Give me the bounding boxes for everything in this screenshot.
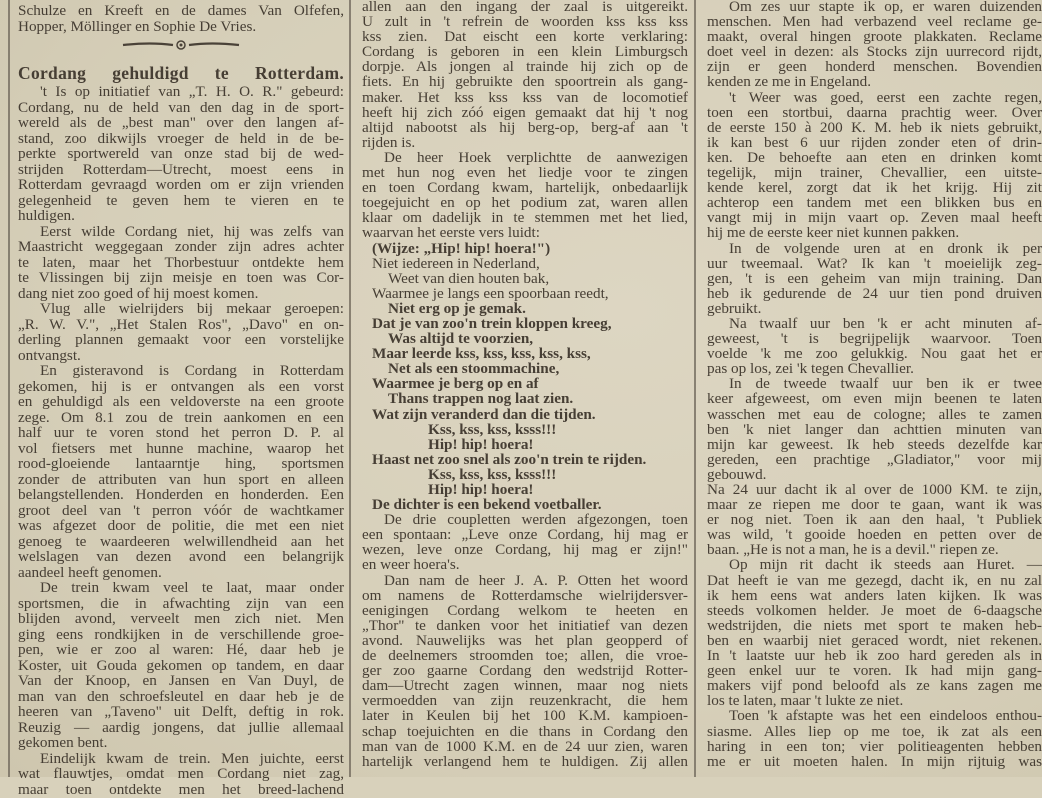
text-line: doet veel in dezen: als Stocks zijn uurrecord rijdt, (707, 43, 1042, 61)
text-line: Eerst wilde Cordang niet, hij was zelfs van (40, 222, 344, 240)
text-line: zijn er geen honderd menschen. Bovendien (707, 58, 1042, 76)
text-line: Koster, uit Gouda gekomen op tandem, en daar (18, 656, 344, 674)
text-line: wasschen met eau de cologne; alles te zamen (707, 405, 1042, 423)
text-line: „Thor" te danken voor het initiatief van dezen (362, 616, 688, 634)
text-line: en gehuldigd als een veldoverste na een groote (18, 393, 344, 410)
text-line: Eindelijk kwam de trein. Men juichte, eerst (40, 749, 344, 767)
text-line: De trein kwam veel te laat, maar onder (40, 579, 344, 596)
text-line: allen aan den ingang der zaal is uitgereikt. (362, 0, 688, 15)
paragraph (362, 150, 688, 241)
lyric-line: Dat je van zoo'n trein kloppen kreeg, (372, 314, 612, 332)
text-line: later in Keulen bij het 100 K.M. kampioen- (362, 707, 688, 725)
text-line: dam—Utrecht zagen winnen, maar nog niets (362, 677, 688, 695)
text-line: blijden avond, verveelt men zich niet. Men (18, 610, 344, 627)
text-line: In de tweede twaalf uur ben ik er twee (729, 375, 1042, 393)
lyric-line: Waarmee je langs een spoorbaan reedt, (372, 284, 609, 302)
text-line: gebruikt. (707, 299, 762, 317)
paragraph (707, 557, 1042, 708)
text-line: maakt, overal hingen groote plakkaten. Reclame (707, 28, 1042, 46)
text-line: U zult in 't refrein de woorden kss kss kss (362, 13, 688, 31)
lyric-line: Waarmee je berg op en af (372, 375, 539, 393)
text-line: ik hem eens wat anders laten kijken. Ik was (707, 586, 1042, 604)
text-line: Dat heeft ie van me gezegd, dacht ik, en nu zal (707, 571, 1042, 589)
column-right (707, 0, 1042, 776)
text-line: vermoedden van zijn reuzenkracht, die hem (362, 692, 688, 710)
paragraph (18, 84, 344, 224)
text-line: Maastricht weggegaan zonder zijn adres achter (18, 238, 344, 255)
text-line: en weer hoera's. (362, 556, 460, 574)
text-line: De drie coupletten werden afgezongen, toen (384, 511, 688, 529)
text-line: te Vlissingen bij zijn meisje en toen was Cor- (18, 269, 344, 286)
text-line: kenden ze me in Engeland. (707, 73, 872, 91)
text-line: perkte sportwereld van onze stad bij de wed- (18, 145, 344, 162)
ornament-divider (18, 34, 344, 58)
text-line: gekomen bent. (18, 734, 108, 751)
text-line: en toen Cordang kwam, hartelijk, onbedaarlijk (362, 179, 688, 197)
text-line: siasme. Alles liep op me toe, ik zat als een (707, 722, 1042, 740)
paragraph (707, 708, 1042, 768)
lyric-line: Hip! hip! hoera! (428, 435, 534, 453)
lyric-line: Maar leerde kss, kss, kss, kss, kss, (372, 345, 591, 363)
text-line: man van den schroefsleutel en daar heb je de (18, 687, 344, 705)
column-rule (8, 0, 10, 777)
text-line: uur tweemaal. Wat? Ik kan 't moeielijk zeg- (707, 254, 1042, 272)
text-line: waarvan het eerste vers luidt: (362, 224, 540, 242)
song-lyrics (362, 241, 688, 513)
text-line: was wild, 't gooide hoeden en petten over de (707, 526, 1042, 544)
text-line: Toen 'k afstapte was het een eindeloos enthou- (729, 707, 1042, 725)
text-line: man van de 1000 K.M. en de 24 uur zien, waren (362, 737, 688, 755)
paragraph (18, 301, 344, 363)
text-line: 't Weer was goed, eerst een zachte regen, (729, 88, 1042, 106)
text-line: een spontaan: „Leve onze Cordang, hij mag er (362, 526, 688, 544)
paragraph (18, 580, 344, 751)
paragraph (18, 3, 344, 34)
text-line: me er uit moeten halen. In mijn rijtuig was (707, 752, 1042, 770)
text-line: En gisteravond is Cordang in Rotterdam (40, 362, 344, 379)
text-line: achterop een tandem met een blikken bus en (707, 194, 1042, 212)
text-line: gelegenheid te geven hem te vieren en te (18, 191, 344, 209)
text-line: heeren van „Taveno" uit Delft, deftig in rok. (18, 703, 344, 720)
text-line: ontvangst. (18, 346, 81, 364)
text-line: toen een stortbui, daarna prachtig weer. Over (707, 103, 1042, 121)
text-line: „R. W. V.", „Het Stalen Ros", „Davo" en on- (18, 315, 344, 333)
text-line: strijden Rotterdam—Utrecht, moest eens in (18, 160, 344, 178)
lyric-line: De dichter is een bekend voetballer. (372, 496, 602, 514)
text-line: Van der Knoop, en Jansen en Van Duyl, de (18, 672, 344, 689)
lyric-line: Hip! hip! hoera! (428, 481, 534, 498)
paragraph (18, 751, 344, 798)
text-line: gebouwd. (707, 465, 767, 483)
text-line: klaar om dadelijk in te stemmen met het lied, (362, 209, 688, 227)
text-line: maar toen ontdekte men het breed-lachend (18, 780, 344, 798)
text-line: maker. Het kss kss kss van de locomotief (362, 88, 688, 106)
text-line: dorpje. Als jongen al trainde hij zich op de (362, 58, 688, 76)
text-line: eenigingen Cordang welkom te heeten en (362, 601, 688, 619)
lyric-line: (Wijze: „Hip! hip! hoera!") (372, 239, 551, 257)
text-line: Reuzig — aardig jongens, dat jullie allemaal (18, 718, 344, 736)
lyric-line: Was altijd te voorzien, (388, 330, 534, 348)
text-line: er nog niet. Toen ik aan den haal, 't Publiek (707, 511, 1042, 529)
text-line: Hopper, Möllinger en Sophie De Vries. (18, 17, 257, 35)
text-line: schap toejuichten en die thans in Cordang den (362, 722, 688, 740)
text-line: Rotterdam gevraagd worden om er zijn vrienden (18, 176, 344, 193)
paragraph (18, 224, 344, 302)
text-line: wereld als de „best man" over den langen af- (18, 114, 344, 131)
text-line: Na twaalf uur ben 'k er acht minuten af- (729, 314, 1042, 332)
text-line: gekomen, hij is er ontvangen als een vorst (18, 377, 344, 395)
text-line: wezen, leve onze Cordang, hij mag er zijn!" (362, 541, 688, 559)
text-line: avond. Nauwelijks was het plan geopperd of (362, 631, 688, 649)
text-line: vangt mij in mijn vaart op. Zeven maal heeft (707, 209, 1042, 227)
text-line: wat flauwtjes, omdat men Cordang niet zag, (18, 765, 344, 782)
text-line: Cordang is geboren in een klein Limburgsch (362, 43, 688, 61)
column-left (18, 2, 344, 798)
text-line: genoeg te waardeeren welwillendheid aan het (18, 532, 344, 550)
lyric-line: Thans trappen nog laat zien. (388, 390, 574, 408)
text-line: Vlug alle wielrijders bij mekaar geroepen: (40, 300, 344, 317)
text-line: rood-gloeiende lantaarntje hing, sportsmen (18, 455, 344, 472)
lyric-line: Wat zijn veranderd dan die tijden. (372, 405, 596, 423)
text-line: zege. Om 8.1 zou de trein aankomen en een (18, 408, 344, 426)
text-line: maar ze riepen me door te gaan, want ik was (707, 496, 1042, 514)
text-line: In 't laatste uur heb ik zoo hard gereden als in (707, 647, 1042, 665)
text-line: keer afgeweest, om even mijn beenen te laten (707, 390, 1042, 408)
text-line: Dan nam de heer J. A. P. Otten het woord (384, 571, 688, 589)
text-line: altijd nabootst als hij berg-op, berg-af aan 't (362, 118, 688, 136)
text-line: Cordang, nu de held van den dag in de sport- (18, 98, 344, 116)
text-line: stand, zoo dikwijls vroeger de held in de be- (18, 129, 344, 147)
text-line: Schulze en Kreeft en de dames Van Olfefen, (18, 2, 344, 19)
text-line: hij me de eerste keer niet kunnen pakken. (707, 224, 960, 242)
paragraph (362, 512, 688, 572)
lyric-line: Niet erg op je gemak. (388, 299, 526, 317)
text-line: heb ik gedurende de 24 uur tien pond druiven (707, 284, 1042, 302)
text-line: makers vijf pond beloofd als ze kans zagen me (707, 677, 1042, 695)
text-line: heeft hij zich zóó eigen gemaakt dat hij 't nog (362, 103, 688, 121)
text-line: was afgezet door de politie, die met een niet (18, 517, 344, 534)
text-line: menschen. Men had verbazend veel reclame ge- (707, 13, 1042, 31)
text-line: ken. De behoefte aan eten en drinken komt (707, 148, 1042, 166)
text-line: ging eens rondkijken in de verschillende groe- (18, 625, 344, 643)
text-line: pas op los, zei 'k tegen Chevallier. (707, 360, 914, 378)
text-line: ben en waarbij niet geraced wordt, niet rekenen. (707, 631, 1042, 649)
lyric-line: Kss, kss, kss, ksss!!! (428, 420, 557, 438)
text-line: ik kan best 6 uur rijden zonder eten of drin- (707, 133, 1042, 151)
text-line: om namens de Rotterdamsche wielrijdersver- (362, 586, 688, 604)
text-line: kss zien. Dat eischt een korte verklaring: (362, 28, 688, 46)
text-line: derling plannen gemaakt voor een vorstelijke (18, 331, 344, 348)
text-line: welslagen van dezen avond een belangrijk (18, 548, 344, 565)
text-line: dang niet zoo goed of hij moest komen. (18, 284, 259, 302)
column-middle (362, 0, 688, 776)
text-line: fiets. En hij gebruikte den spoortrein als gang- (362, 73, 688, 91)
text-line: haring in een ton; vier politieagenten hebben (707, 737, 1042, 755)
text-line: de deelnemers stroomden toe; allen, die vroe- (362, 647, 688, 665)
paragraph (707, 241, 1042, 316)
lyric-line: Kss, kss, kss, ksss!!! (428, 465, 557, 483)
text-line: gen, 't is een geheim van mijn training. Dan (707, 269, 1042, 287)
paragraph (707, 482, 1042, 557)
text-line: vol fietsers met hunne machine, waarop het (18, 439, 344, 457)
text-line: huldigen. (18, 207, 75, 224)
text-line: gereden, een prachtige „Gladiator," voor mij (707, 450, 1042, 468)
paragraph (18, 363, 344, 580)
text-line: voelde 'k me zoo gelukkig. Nou gaat het er (707, 345, 1042, 363)
text-line: half uur te voren stond het perron D. P. al (18, 424, 344, 441)
paragraph (707, 90, 1042, 241)
text-line: hartelijk verlangend hem te huldigen. Zij allen (362, 752, 688, 770)
lyric-line: Niet iedereen in Nederland, (372, 254, 540, 272)
lyric-line: Net als een stoommachine, (388, 360, 560, 378)
lyric-line: Haast net zoo snel als zoo'n trein te rijden. (372, 450, 647, 468)
paragraph (707, 316, 1042, 376)
text-line: de eerste 150 à 200 K. M. heb ik niets gebruikt, (707, 118, 1042, 136)
text-line: ger zoo gaarne Cordang den wedstrijd Rotter- (362, 662, 688, 680)
text-line: zonder de attributen van hun sport en alleen (18, 470, 344, 488)
text-line: Na 24 uur dacht ik al over de 1000 KM. te zijn, (707, 481, 1042, 498)
text-line: steeds volkomen helder. Je moet de 6-daagsche (707, 601, 1042, 619)
text-line: De heer Hoek verplichtte de aanwezigen (384, 148, 688, 166)
article-headline: Cordang gehuldigd te Rotterdam. (18, 63, 344, 83)
column-rule (349, 0, 351, 777)
text-line: te laten, maar het Thorbestuur ontdekte hem (18, 253, 344, 271)
text-line: baan. „He is not a man, he is a devil." riepen ze. (707, 541, 999, 559)
text-line: pen, wie er zoo al waren: Hé, daar heb je (18, 641, 344, 658)
paragraph (362, 573, 688, 769)
paragraph (707, 376, 1042, 482)
paragraph (707, 0, 1042, 90)
text-line: ben 'k niet langer dan achttien minuten van (707, 420, 1042, 438)
text-line: wedstrijden, die niets met sport te maken heb- (707, 616, 1042, 634)
text-line: Op mijn rit dacht ik steeds aan Huret. — (729, 556, 1042, 574)
text-line: Om zes uur stapte ik op, er waren duizenden (729, 0, 1042, 15)
text-line: met hun nog even het liedje voor te zingen (362, 164, 688, 182)
text-line: In de volgende uren at en dronk ik per (729, 239, 1042, 257)
text-line: groot deel van 't perron vóór de wachtkamer (18, 501, 344, 519)
text-line: 't Is op initiatief van „T. H. O. R." gebeurd: (40, 83, 344, 100)
text-line: aandeel heeft genomen. (18, 563, 162, 581)
text-line: tegelijk, mijn trainer, Chevallier, een uitste- (707, 164, 1042, 182)
text-line: belangstellenden. Honderden en honderden. Een (18, 486, 344, 503)
column-rule (694, 0, 696, 777)
paragraph (362, 0, 688, 150)
text-line: los te laten, maar 't lukte ze niet. (707, 692, 904, 710)
text-line: mijn kar geweest. Ik heb steeds dezelfde kar (707, 435, 1042, 453)
text-line: geen enkel uur te voren. Ik had mijn gang- (707, 662, 1042, 680)
text-line: sportsmen, die in afwachting zijn van een (18, 594, 344, 612)
text-line: toegejuicht en op het podium zat, waren allen (362, 194, 688, 212)
text-line: kende kerel, zorgt dat ik het krijg. Hij zit (707, 179, 1042, 197)
lyric-line: Weet van dien houten bak, (388, 269, 550, 287)
text-line: rijden is. (362, 133, 416, 151)
text-line: geweest, 't is begrijpelijk waarvoor. Toen (707, 330, 1042, 348)
